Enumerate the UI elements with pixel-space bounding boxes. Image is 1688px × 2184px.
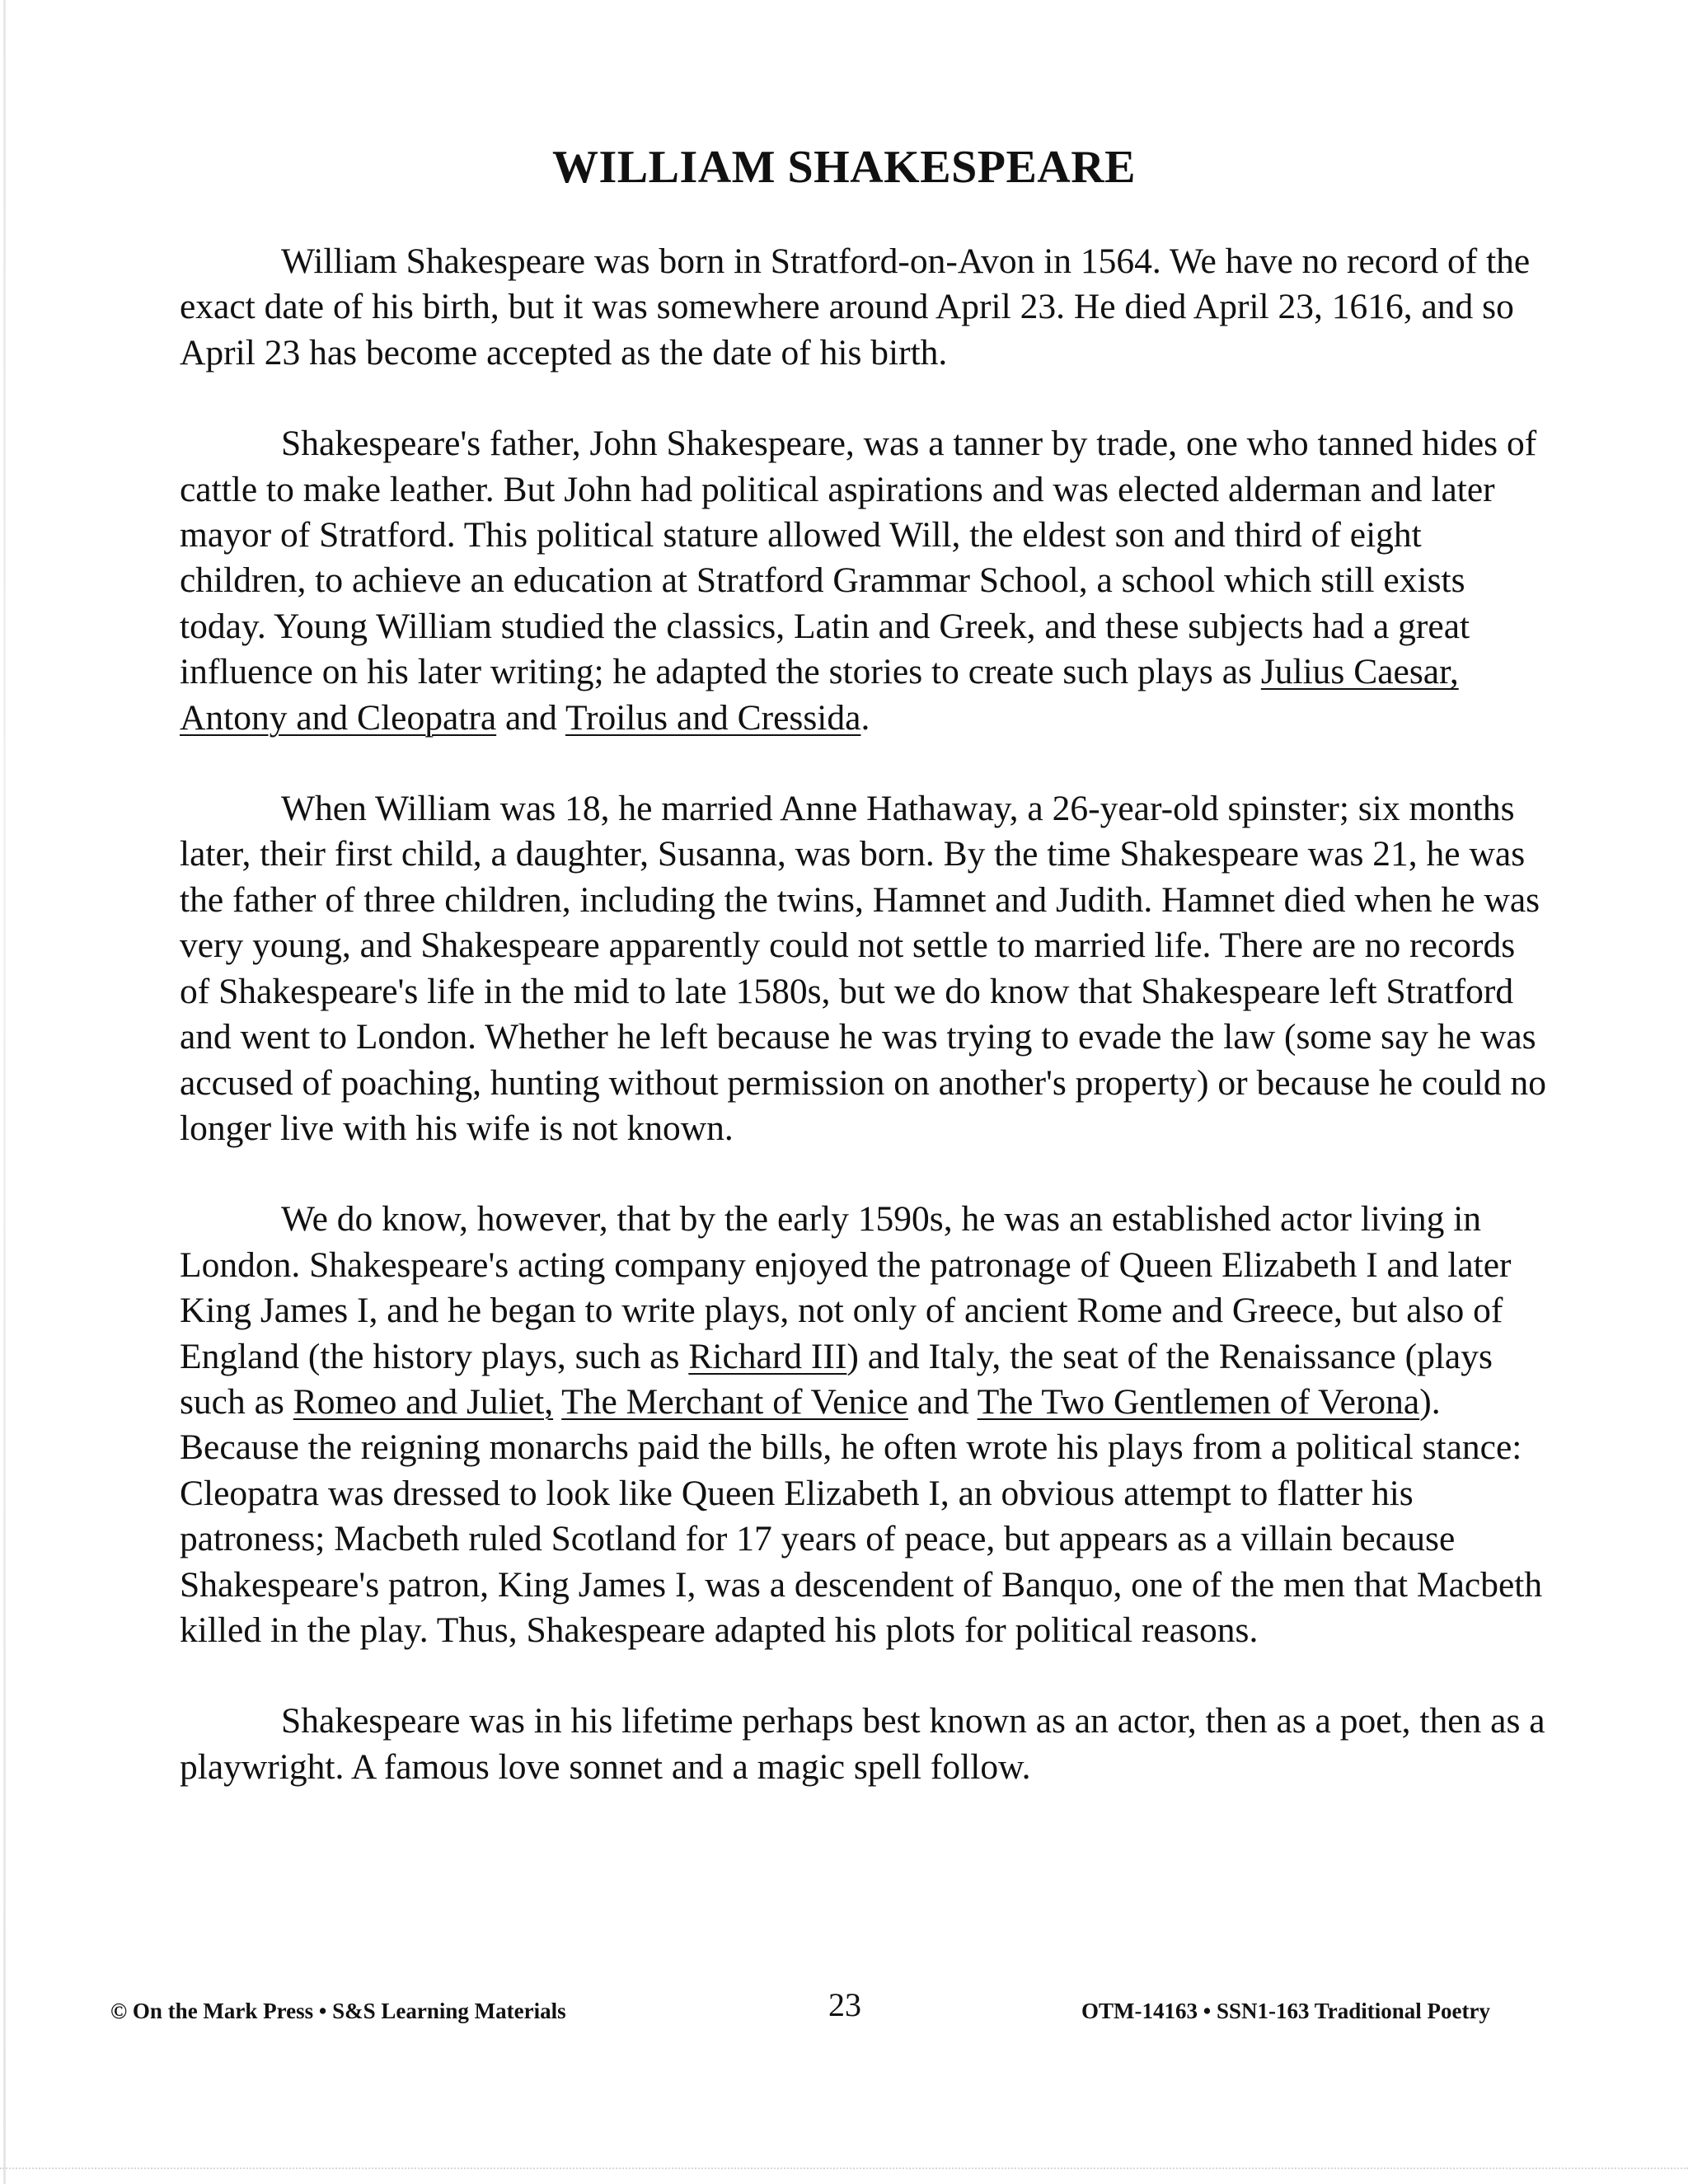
paragraph-text: and [907, 1381, 978, 1422]
paragraph [180, 1699, 1552, 1790]
play-title: Richard III [688, 1336, 847, 1376]
page-title: WILLIAM SHAKESPEARE [551, 142, 1137, 193]
paragraph-text: Shakespeare's father, John Shakespeare, was a tanner by trade, one who tanned hides of cattle to make leather. But John had political aspirations and was elected alderman and later mayor of Stratford. This political stature allowed Will, the eldest son and third of eight children, to achieve an education at Stratford Grammar School, a school which still exists today. Young William studied the classics, Latin and Greek, and these subjects had a great influence on his later writing; he adapted the stories to create such plays as [180, 424, 1537, 692]
paragraph-text: When William was 18, he married Anne Hathaway, a 26-year-old spinster; six months later, their first child, a daughter, Susanna, was born. By the time Shakespeare was 21, he was the father of three children, including the twins, Hamnet and Judith. Hamnet died when he was very young, and Shakespeare apparently could not settle to married life. There are no records of Shakespeare's life in the mid to late 1580s, but we do know that Shakespeare left Stratford and went to London. Whether he left because he was trying to evade the law (some say he was accused of poaching, hunting without permission on another's property) or because he could no longer live with his wife is not known. [180, 789, 1546, 1148]
paragraph-text [553, 1382, 561, 1422]
paragraph [180, 421, 1552, 741]
paragraph [180, 786, 1552, 1151]
scan-bottom-edge [0, 2168, 1688, 2171]
paragraph-text: William Shakespeare was born in Stratford-on-Avon in 1564. We have no record of the exact date of his birth, but it was somewhere around April 23. He died April 23, 1616, and so April 23 has become accepted as the date of his birth. [180, 241, 1531, 373]
paragraph-text: Shakespeare was in his lifetime perhaps best known as an actor, then as a poet, then as a playwright. A famous love sonnet and a magic spell follow. [180, 1701, 1545, 1787]
paragraph [180, 239, 1552, 376]
paragraph-text: ) and Italy, the seat of the Renaissance (plays such as [180, 1336, 1493, 1422]
paragraph [180, 1197, 1552, 1653]
page-number: 23 [828, 1986, 861, 2023]
scan-edge [3, 0, 6, 2184]
play-title: The Merchant of Venice [561, 1381, 908, 1422]
body-text [180, 239, 1552, 1835]
footer-product-code: OTM-14163 • SSN1-163 Traditional Poetry [1081, 1999, 1490, 2023]
play-title: The Two Gentlemen of Verona [977, 1381, 1420, 1422]
paragraph-text: and [496, 697, 565, 738]
play-title: Julius Caesar, [1260, 652, 1459, 692]
paragraph-text: We do know, however, that by the early 1590s, he was an established actor living in London. Shakespeare's acting company enjoyed the patronage of Queen Elizabeth I and later King James I, and he began to write plays, not only of ancient Rome and Greece, but also of England (the history plays, such as [180, 1199, 1512, 1376]
footer-publisher: © On the Mark Press • S&S Learning Materials [110, 1999, 566, 2023]
play-title: Romeo and Juliet, [293, 1381, 554, 1422]
play-title: Antony and Cleopatra [180, 697, 497, 738]
paragraph-text: . [860, 697, 870, 738]
play-title: Troilus and Cressida [565, 697, 861, 738]
paragraph-text: ). Because the reigning monarchs paid the bills, he often wrote his plays from a political stance: Cleopatra was dressed to look like Queen Elizabeth I, an obvious attempt to flatter his patroness; Macbeth ruled Scotland for 17 years of peace, but appears as a villain because Shakespeare's patron, King James I, was a descendent of Banquo, one of the men that Macbeth killed in the play. Thus, Shakespeare adapted his plots for political reasons. [180, 1381, 1543, 1650]
